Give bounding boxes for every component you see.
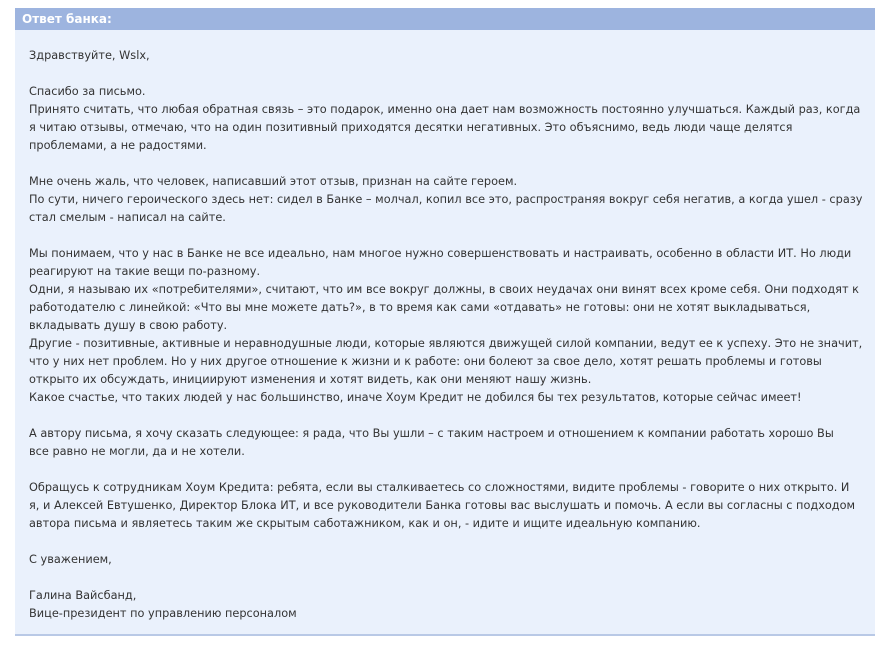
text-line: открыто их обсуждать, инициируют изменения и хотят видеть, как они меняют нашу жизнь.: [29, 372, 592, 386]
text-line: что у них нет проблем. Но у них другое отношение к жизни и к работе: они болеют за свое дело, хотят решать проблемы и готовы: [29, 354, 822, 368]
signature: [29, 586, 863, 622]
text-line: Другие - позитивные, активные и неравнодушные люди, которые являются движущей силой компании, ведут ее к успеху. Это не значит,: [29, 336, 863, 350]
signature-title: Вице-президент по управлению персоналом: [29, 606, 297, 620]
text-line: автора письма и являетесь таким же скрытым саботажником, как и он, - идите и ищите идеальную компанию.: [29, 516, 701, 530]
text-line: С уважением,: [29, 552, 112, 566]
text-line: стал смелым - написал на сайте.: [29, 210, 226, 224]
signature-name: Галина Вайсбанд,: [29, 588, 137, 602]
bank-response-panel: [15, 8, 875, 636]
text-line: я читаю отзывы, отмечаю, что на один позитивный приходятся десятки негативных. Это объяснимо, ведь люди чаще делятся: [29, 120, 793, 134]
text-line: я, и Алексей Евтушенко, Директор Блока ИТ, и все руководители Банка готовы вас выслушать и помочь. А если вы согласны с подходом: [29, 498, 856, 512]
text-line: Обращусь к сотрудникам Хоум Кредита: ребята, если вы сталкиваетесь со сложностями, видите проблемы - говорите о них открыто. И: [29, 480, 850, 494]
text-line: А автору письма, я хочу сказать следующее: я рада, что Вы ушли – с таким настроем и отношением к компании работать хорошо Вы: [29, 426, 834, 440]
text-line: работодателю с линейкой: «Что вы мне можете дать?», в то время как сами «отдавать» не готовы: они не хотят выкладываться,: [29, 300, 811, 314]
text-line: все равно не могли, да и не хотели.: [29, 444, 245, 458]
text-line: реагируют на такие вещи по-разному.: [29, 264, 261, 278]
text-line: По сути, ничего героического здесь нет: сидел в Банке – молчал, копил все это, распространяя вокруг себя негатив, а когда ушел - сразу: [29, 192, 863, 206]
text-line: Мне очень жаль, что человек, написавший этот отзыв, признан на сайте героем.: [29, 174, 518, 188]
text-line: Какое счастье, что таких людей у нас большинство, иначе Хоум Кредит не добился бы тех результатов, которые сейчас имеет!: [29, 390, 802, 404]
text-line: Спасибо за письмо.: [29, 84, 146, 98]
hero-paragraph: [29, 172, 863, 226]
thanks-paragraph: [29, 82, 863, 154]
text-line: Одни, я называю их «потребителями», считают, что им все вокруг должны, в своих неудачах они винят всех кроме себя. Они подходят к: [29, 282, 859, 296]
text-line: Мы понимаем, что у нас в Банке не все идеально, нам многое нужно совершенствовать и настраивать, особенно в области ИТ. Но люди: [29, 246, 852, 260]
panel-header: Ответ банка:: [15, 8, 875, 30]
employees-paragraph: [29, 478, 863, 532]
text-line: вкладывать душу в свою работу.: [29, 318, 228, 332]
text-line: проблемами, а не радостями.: [29, 138, 207, 152]
text-line: Принято считать, что любая обратная связь – это подарок, именно она дает нам возможность постоянно улучшаться. Каждый раз, когда: [29, 102, 861, 116]
greeting-paragraph: [29, 46, 863, 64]
text-line: Здравствуйте, Wslx,: [29, 48, 150, 62]
people-paragraph: [29, 244, 863, 406]
closing-paragraph: [29, 550, 863, 568]
author-paragraph: [29, 424, 863, 460]
letter-body: [15, 30, 875, 622]
